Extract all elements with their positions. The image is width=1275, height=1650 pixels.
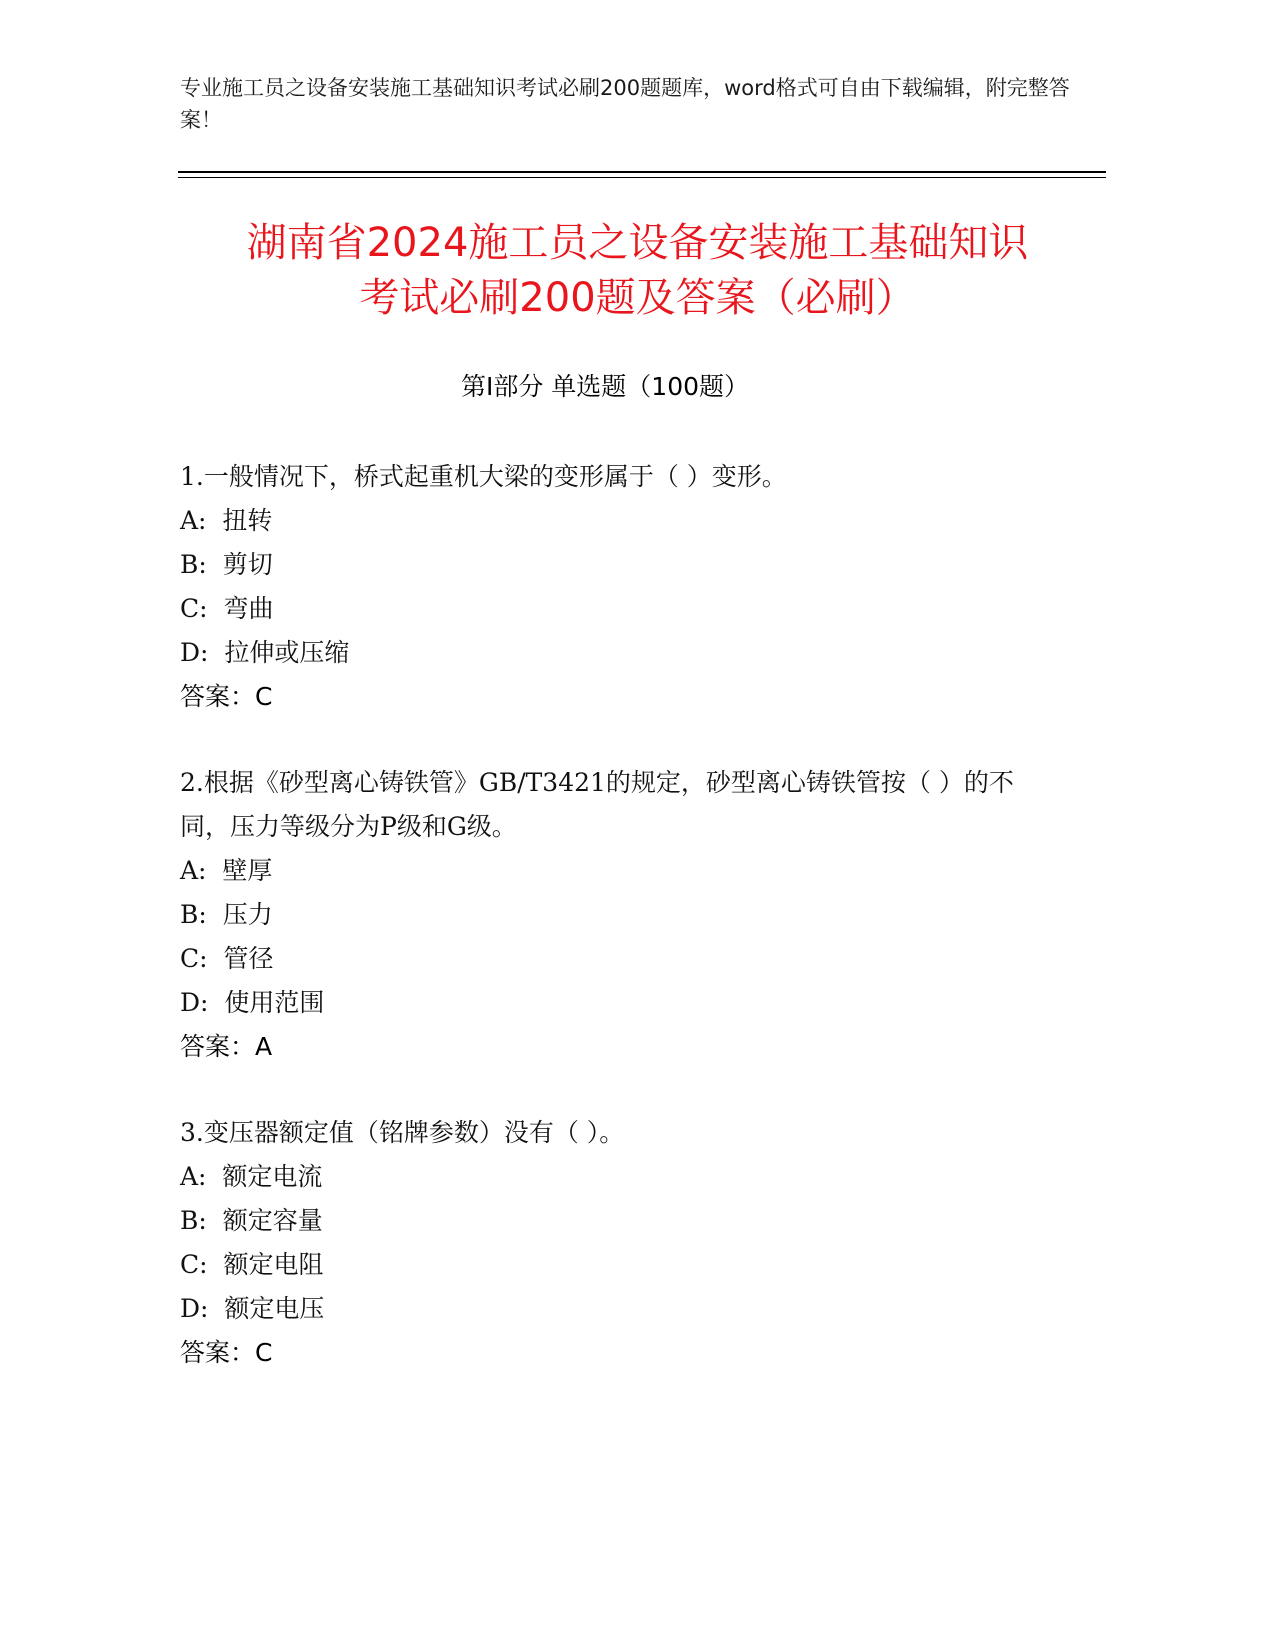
option-a: A: 额定电流 <box>180 1162 323 1191</box>
question-stem: 3.变压器额定值（铭牌参数）没有（ ）。 <box>180 1118 625 1147</box>
option-c: C: 弯曲 <box>180 594 274 623</box>
question-list <box>180 455 1060 1417</box>
answer-line: 答案：C <box>180 1338 273 1367</box>
header-note: 专业施工员之设备安装施工基础知识考试必刷200题题库，word格式可自由下载编辑，附完整答案！ <box>180 76 1070 132</box>
section-heading: 第I部分 单选题（100题） <box>460 372 750 401</box>
question-2 <box>180 761 1060 1069</box>
title-line-2: 考试必刷200题及答案（必刷） <box>359 275 916 321</box>
option-b: B: 额定容量 <box>180 1206 323 1235</box>
option-b: B: 剪切 <box>180 550 273 579</box>
answer-line: 答案：C <box>180 682 273 711</box>
option-c: C: 管径 <box>180 944 274 973</box>
question-stem: 2.根据《砂型离心铸铁管》GB/T3421的规定，砂型离心铸铁管按（ ）的不同，压力等级分为P级和G级。 <box>180 768 1014 841</box>
document-title <box>150 216 1125 326</box>
question-stem: 1.一般情况下，桥式起重机大梁的变形属于（ ）变形。 <box>180 462 787 491</box>
title-line-1: 湖南省2024施工员之设备安装施工基础知识 <box>246 220 1029 266</box>
option-b: B: 压力 <box>180 900 273 929</box>
option-c: C: 额定电阻 <box>180 1250 324 1279</box>
answer-line: 答案：A <box>180 1032 273 1061</box>
header-divider-thin <box>178 177 1106 178</box>
option-a: A: 扭转 <box>180 506 273 535</box>
header-divider-thick <box>178 171 1106 173</box>
option-d: D: 使用范围 <box>180 988 325 1017</box>
question-1 <box>180 455 1060 719</box>
option-d: D: 拉伸或压缩 <box>180 638 350 667</box>
option-d: D: 额定电压 <box>180 1294 325 1323</box>
question-3 <box>180 1111 1060 1375</box>
option-a: A: 壁厚 <box>180 856 273 885</box>
